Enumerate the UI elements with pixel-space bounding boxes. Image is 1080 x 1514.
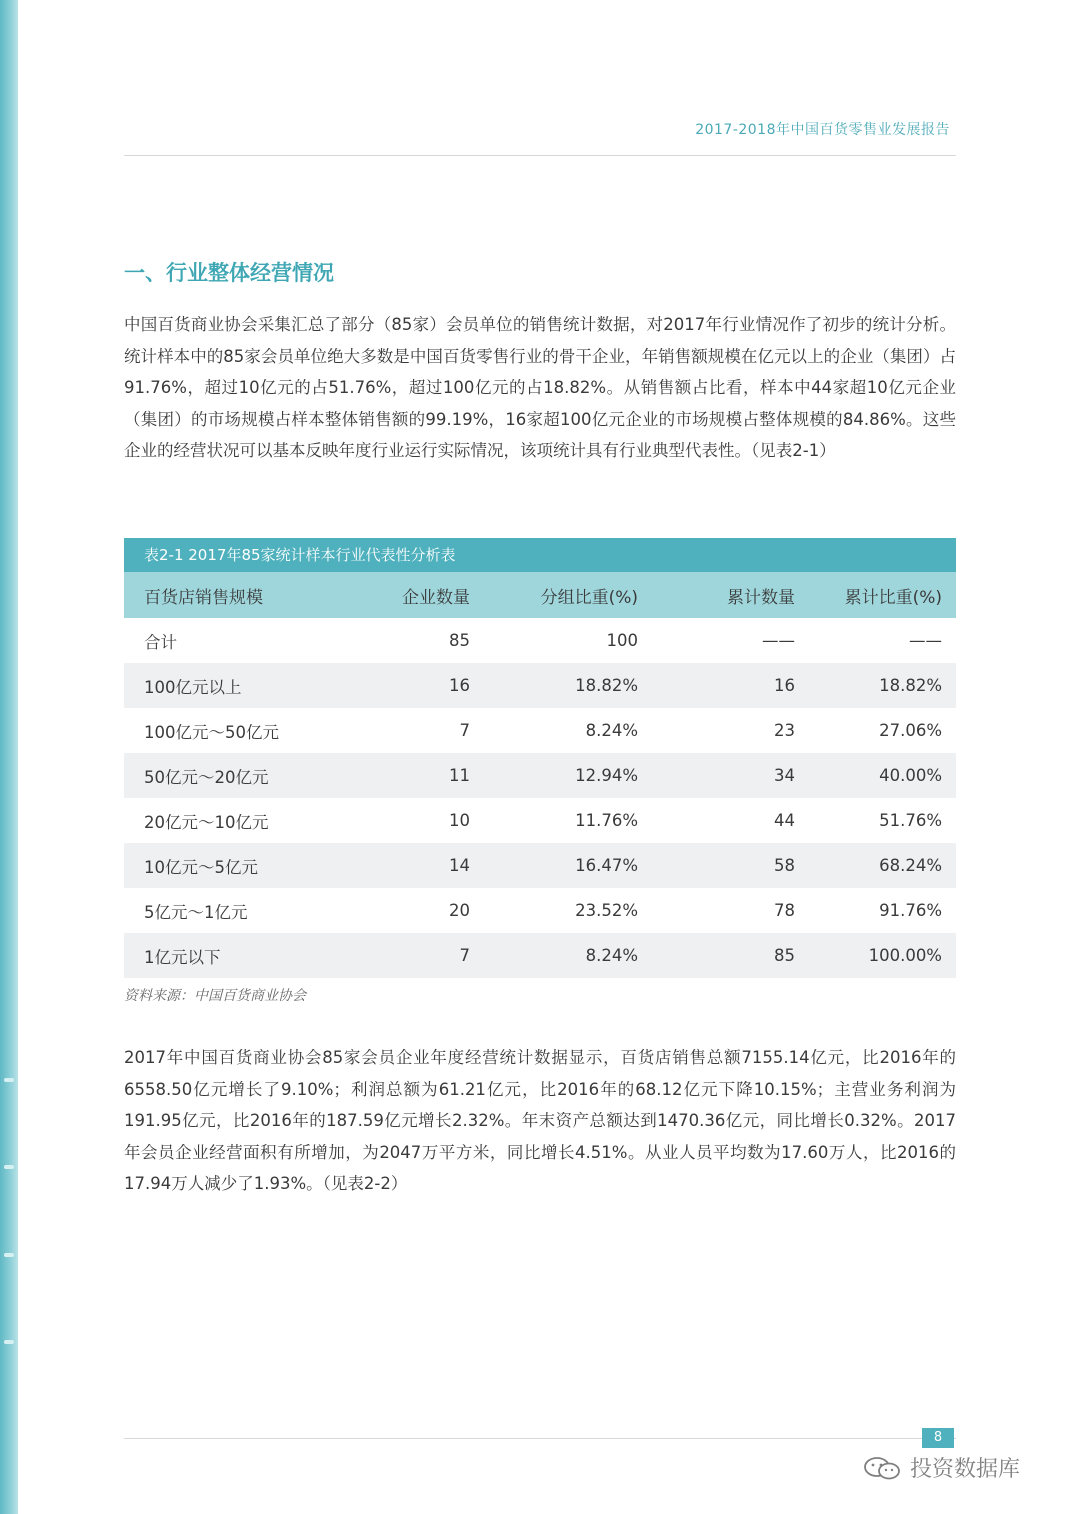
cell-scale: 50亿元～20亿元 [144, 767, 269, 787]
cell-share: 11.76% [575, 811, 638, 830]
cell-share: 8.24% [585, 721, 638, 740]
table-row [124, 933, 956, 978]
cell-cum-count: 78 [774, 901, 795, 920]
table-header-row [124, 572, 956, 618]
table-2-1 [124, 538, 956, 978]
page-number: 8 [922, 1428, 954, 1448]
footer-divider [124, 1438, 956, 1439]
cell-count: 7 [459, 721, 470, 740]
cell-cum-count: 23 [774, 721, 795, 740]
header-cell-share: 分组比重(%) [540, 587, 638, 608]
cell-cum-count: 34 [774, 766, 795, 785]
cell-cum-share: 91.76% [879, 901, 942, 920]
cell-share: 100 [606, 631, 638, 650]
cell-scale: 5亿元～1亿元 [144, 902, 248, 922]
cell-cum-share: 18.82% [879, 676, 942, 695]
watermark [862, 1452, 1020, 1483]
table-row [124, 888, 956, 933]
cell-cum-share: 40.00% [879, 766, 942, 785]
header-cell-scale: 百货店销售规模 [144, 587, 263, 608]
cell-cum-count: 44 [774, 811, 795, 830]
section-heading: 一、行业整体经营情况 [124, 261, 334, 285]
cell-cum-count: 85 [774, 946, 795, 965]
cell-count: 7 [459, 946, 470, 965]
cell-count: 14 [449, 856, 470, 875]
header-divider [124, 155, 956, 156]
header-cell-count: 企业数量 [402, 587, 470, 608]
cell-share: 16.47% [575, 856, 638, 875]
intro-paragraph: 中国百货商业协会采集汇总了部分（85家）会员单位的销售统计数据，对2017年行业情况作了初步的统计分析。统计样本中的85家会员单位绝大多数是中国百货零售行业的骨干企业，年销售额规模在亿元以上的企业（集团）占91.76%，超过10亿元的占51.76%，超过100亿元的占18.82%。从销售额占比看，样本中44家超10亿元企业（集团）的市场规模占样本整体销售额的99.19%，16家超100亿元企业的市场规模占整体规模的84.86%。这些企业的经营状况可以基本反映年度行业运行实际情况，该项统计具有行业典型代表性。（见表2-1） [124, 315, 956, 460]
side-strip-dot [4, 1253, 14, 1257]
side-strip-dot [4, 1078, 14, 1082]
cell-scale: 100亿元～50亿元 [144, 722, 279, 742]
cell-scale: 20亿元～10亿元 [144, 812, 269, 832]
decorative-side-strip [0, 0, 18, 1514]
cell-cum-count: 58 [774, 856, 795, 875]
table-row [124, 843, 956, 888]
table-row [124, 798, 956, 843]
watermark-text: 投资数据库 [910, 1457, 1021, 1482]
table-row [124, 663, 956, 708]
side-strip-dot [4, 1340, 14, 1344]
cell-count: 16 [449, 676, 470, 695]
cell-share: 12.94% [575, 766, 638, 785]
header-cell-cum-count: 累计数量 [727, 587, 795, 608]
cell-scale: 100亿元以上 [144, 677, 242, 697]
cell-count: 10 [449, 811, 470, 830]
cell-cum-share: —— [909, 631, 942, 650]
cell-cum-share: 68.24% [879, 856, 942, 875]
table-caption: 表2-1 2017年85家统计样本行业代表性分析表 [124, 538, 956, 572]
cell-cum-share: 100.00% [868, 946, 942, 965]
cell-share: 8.24% [585, 946, 638, 965]
cell-cum-count: —— [762, 631, 795, 650]
cell-count: 20 [449, 901, 470, 920]
side-strip-dot [4, 1165, 14, 1169]
cell-share: 18.82% [575, 676, 638, 695]
cell-count: 11 [449, 766, 470, 785]
table-row [124, 618, 956, 663]
summary-paragraph: 2017年中国百货商业协会85家会员企业年度经营统计数据显示，百货店销售总额7155.14亿元，比2016年的6558.50亿元增长了9.10%；利润总额为61.21亿元，比2016年的68.12亿元下降10.15%；主营业务利润为191.95亿元，比2016年的187.59亿元增长2.32%。年末资产总额达到1470.36亿元，同比增长0.32%。2017年会员企业经营面积有所增加，为2047万平方米，同比增长4.51%。从业人员平均数为17.60万人，比2016的17.94万人减少了1.93%。（见表2-2） [124, 1048, 956, 1193]
cell-count: 85 [449, 631, 470, 650]
cell-cum-share: 27.06% [879, 721, 942, 740]
table-source-note: 资料来源：中国百货商业协会 [124, 988, 306, 1004]
cell-scale: 合计 [144, 632, 177, 652]
report-header-title: 2017-2018年中国百货零售业发展报告 [695, 122, 950, 138]
cell-cum-count: 16 [774, 676, 795, 695]
cell-cum-share: 51.76% [879, 811, 942, 830]
wechat-icon [862, 1455, 904, 1481]
cell-scale: 10亿元～5亿元 [144, 857, 258, 877]
cell-scale: 1亿元以下 [144, 947, 221, 967]
table-row [124, 708, 956, 753]
cell-share: 23.52% [575, 901, 638, 920]
header-cell-cum-share: 累计比重(%) [844, 587, 942, 608]
table-row [124, 753, 956, 798]
